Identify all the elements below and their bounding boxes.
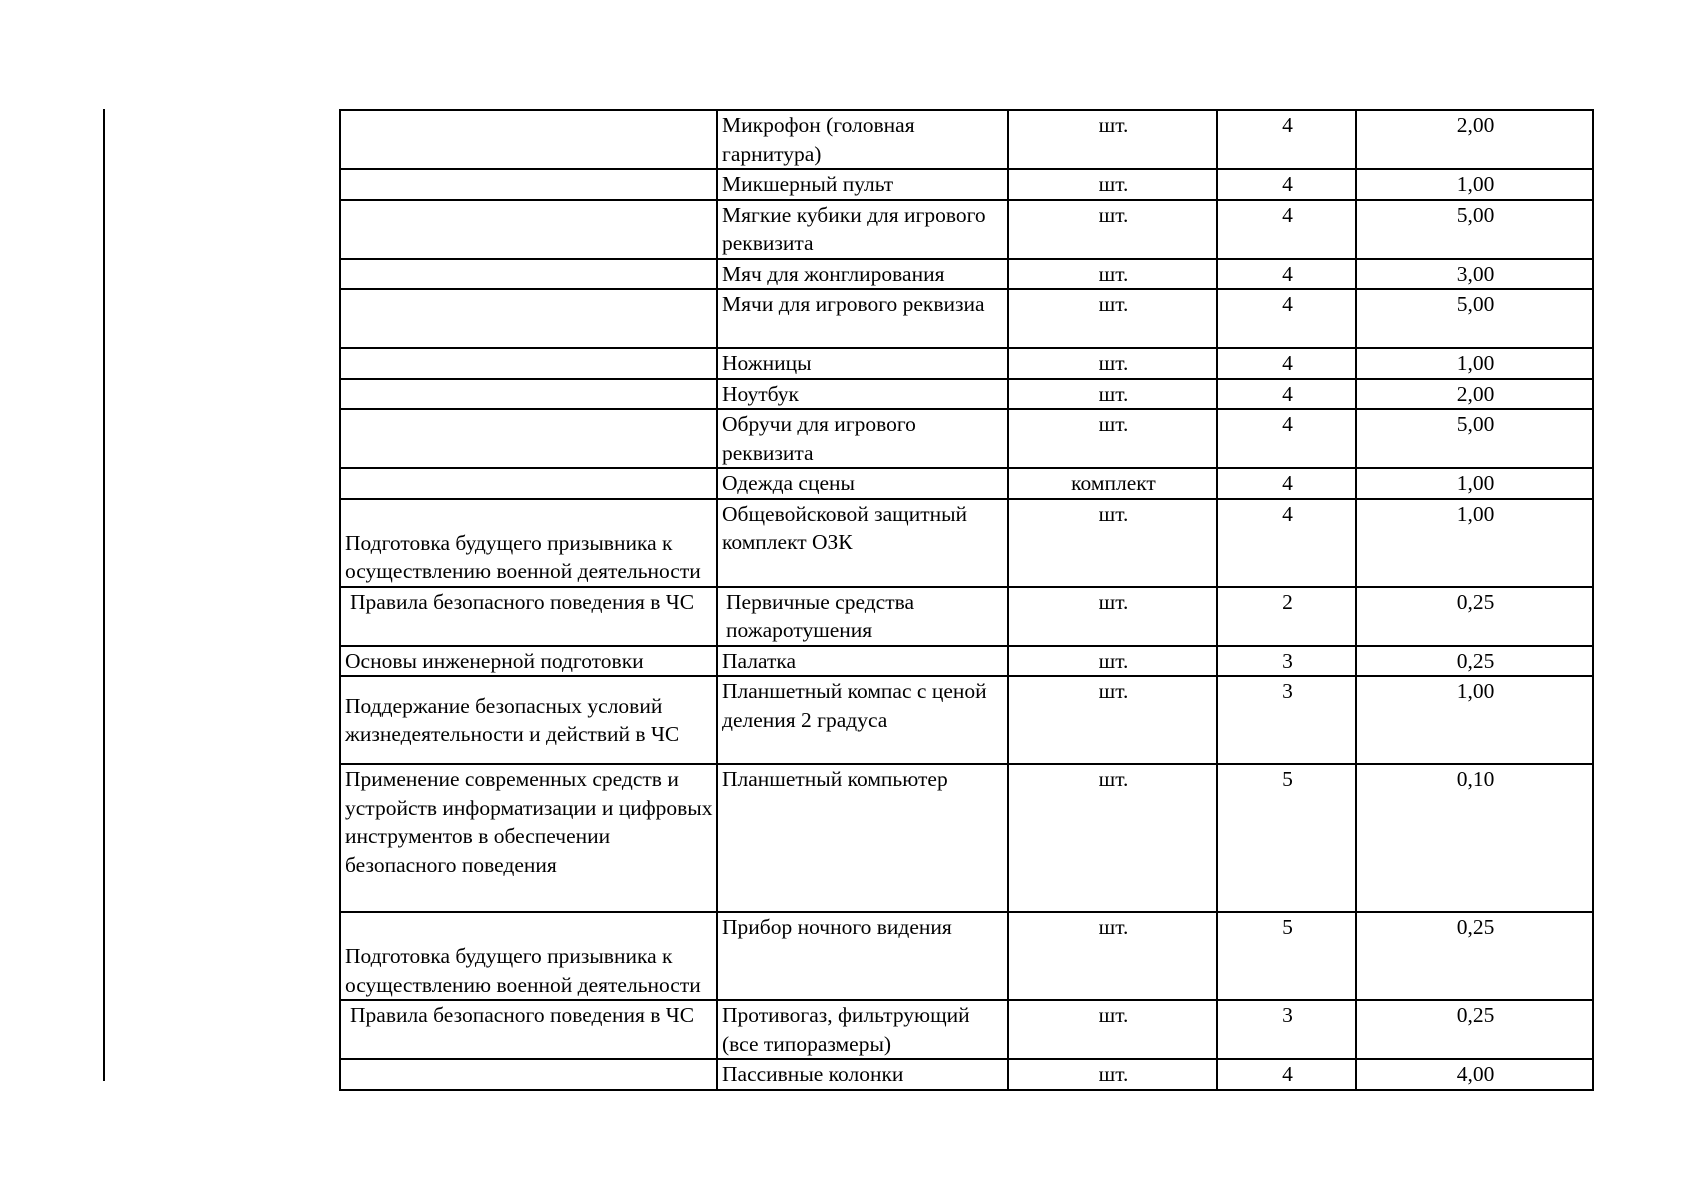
norm-cell: 2,00: [1356, 110, 1593, 169]
topic-cell: Правила безопасного поведения в ЧС: [340, 1000, 717, 1059]
quantity-cell: 4: [1217, 169, 1356, 200]
norm-cell: 0,25: [1356, 587, 1593, 646]
topic-cell: [340, 259, 717, 290]
unit-cell: шт.: [1008, 1000, 1217, 1059]
item-name-cell: Планшетный компас с ценой деления 2 градуса: [717, 676, 1008, 764]
norm-cell: 1,00: [1356, 676, 1593, 764]
table-row: [340, 912, 1593, 1000]
norm-cell: 5,00: [1356, 289, 1593, 348]
table-row: [340, 499, 1593, 587]
quantity-cell: 4: [1217, 348, 1356, 379]
table-row: [340, 348, 1593, 379]
topic-cell: [340, 348, 717, 379]
unit-cell: шт.: [1008, 200, 1217, 259]
topic-cell: [340, 1059, 717, 1090]
table-row: [340, 764, 1593, 912]
item-name-cell: Прибор ночного видения: [717, 912, 1008, 1000]
item-name-cell: Мягкие кубики для игрового реквизита: [717, 200, 1008, 259]
unit-cell: комплект: [1008, 468, 1217, 499]
norm-cell: 2,00: [1356, 379, 1593, 410]
item-name-cell: Палатка: [717, 646, 1008, 677]
topic-cell: Подготовка будущего призывника к осуществлению военной деятельности: [340, 499, 717, 587]
norm-cell: 5,00: [1356, 200, 1593, 259]
quantity-cell: 4: [1217, 110, 1356, 169]
norm-cell: 1,00: [1356, 468, 1593, 499]
item-name-cell: Противогаз, фильтрующий (все типоразмеры): [717, 1000, 1008, 1059]
quantity-cell: 4: [1217, 499, 1356, 587]
table-row: [340, 676, 1593, 764]
topic-cell: Основы инженерной подготовки: [340, 646, 717, 677]
norm-cell: 0,25: [1356, 912, 1593, 1000]
item-name-cell: Ноутбук: [717, 379, 1008, 410]
item-name-cell: Мячи для игрового реквизиа: [717, 289, 1008, 348]
unit-cell: шт.: [1008, 348, 1217, 379]
norm-cell: 4,00: [1356, 1059, 1593, 1090]
quantity-cell: 4: [1217, 468, 1356, 499]
item-name-cell: Обручи для игрового реквизита: [717, 409, 1008, 468]
norm-cell: 3,00: [1356, 259, 1593, 290]
table-row: [340, 379, 1593, 410]
topic-cell: Поддержание безопасных условий жизнедеятельности и действий в ЧС: [340, 676, 717, 764]
table-row: [340, 259, 1593, 290]
table-row: [340, 1000, 1593, 1059]
item-name-cell: Мяч для жонглирования: [717, 259, 1008, 290]
quantity-cell: 4: [1217, 379, 1356, 410]
item-name-cell: Ножницы: [717, 348, 1008, 379]
norm-cell: 0,10: [1356, 764, 1593, 912]
topic-cell: [340, 289, 717, 348]
unit-cell: шт.: [1008, 646, 1217, 677]
topic-cell: Применение современных средств и устройств информатизации и цифровых инструментов в обеспечении безопасного поведения: [340, 764, 717, 912]
table-row: [340, 169, 1593, 200]
topic-cell: [340, 169, 717, 200]
unit-cell: шт.: [1008, 764, 1217, 912]
quantity-cell: 3: [1217, 646, 1356, 677]
quantity-cell: 3: [1217, 1000, 1356, 1059]
table-row: [340, 587, 1593, 646]
table-row: [340, 1059, 1593, 1090]
unit-cell: шт.: [1008, 1059, 1217, 1090]
table-row: [340, 468, 1593, 499]
unit-cell: шт.: [1008, 259, 1217, 290]
topic-cell: Подготовка будущего призывника к осуществлению военной деятельности: [340, 912, 717, 1000]
table-row: [340, 646, 1593, 677]
item-name-cell: Микрофон (головная гарнитура): [717, 110, 1008, 169]
table-row: [340, 409, 1593, 468]
unit-cell: шт.: [1008, 499, 1217, 587]
item-name-cell: Планшетный компьютер: [717, 764, 1008, 912]
topic-cell: [340, 468, 717, 499]
item-name-cell: Микшерный пульт: [717, 169, 1008, 200]
topic-cell: [340, 200, 717, 259]
item-name-cell: Первичные средства пожаротушения: [717, 587, 1008, 646]
topic-cell: Правила безопасного поведения в ЧС: [340, 587, 717, 646]
norm-cell: 1,00: [1356, 499, 1593, 587]
topic-cell: [340, 379, 717, 410]
item-name-cell: Одежда сцены: [717, 468, 1008, 499]
unit-cell: шт.: [1008, 587, 1217, 646]
table-row: [340, 289, 1593, 348]
quantity-cell: 4: [1217, 409, 1356, 468]
norm-cell: 1,00: [1356, 348, 1593, 379]
quantity-cell: 5: [1217, 764, 1356, 912]
page-margin-line: [103, 109, 105, 1081]
unit-cell: шт.: [1008, 912, 1217, 1000]
topic-cell: [340, 409, 717, 468]
equipment-table: [339, 109, 1594, 1091]
quantity-cell: 4: [1217, 1059, 1356, 1090]
norm-cell: 0,25: [1356, 1000, 1593, 1059]
quantity-cell: 3: [1217, 676, 1356, 764]
item-name-cell: Общевойсковой защитный комплект ОЗК: [717, 499, 1008, 587]
unit-cell: шт.: [1008, 379, 1217, 410]
quantity-cell: 4: [1217, 259, 1356, 290]
quantity-cell: 2: [1217, 587, 1356, 646]
unit-cell: шт.: [1008, 289, 1217, 348]
item-name-cell: Пассивные колонки: [717, 1059, 1008, 1090]
unit-cell: шт.: [1008, 110, 1217, 169]
unit-cell: шт.: [1008, 676, 1217, 764]
norm-cell: 5,00: [1356, 409, 1593, 468]
unit-cell: шт.: [1008, 409, 1217, 468]
table-row: [340, 200, 1593, 259]
topic-cell: [340, 110, 717, 169]
quantity-cell: 4: [1217, 289, 1356, 348]
quantity-cell: 4: [1217, 200, 1356, 259]
norm-cell: 1,00: [1356, 169, 1593, 200]
table-row: [340, 110, 1593, 169]
unit-cell: шт.: [1008, 169, 1217, 200]
norm-cell: 0,25: [1356, 646, 1593, 677]
quantity-cell: 5: [1217, 912, 1356, 1000]
